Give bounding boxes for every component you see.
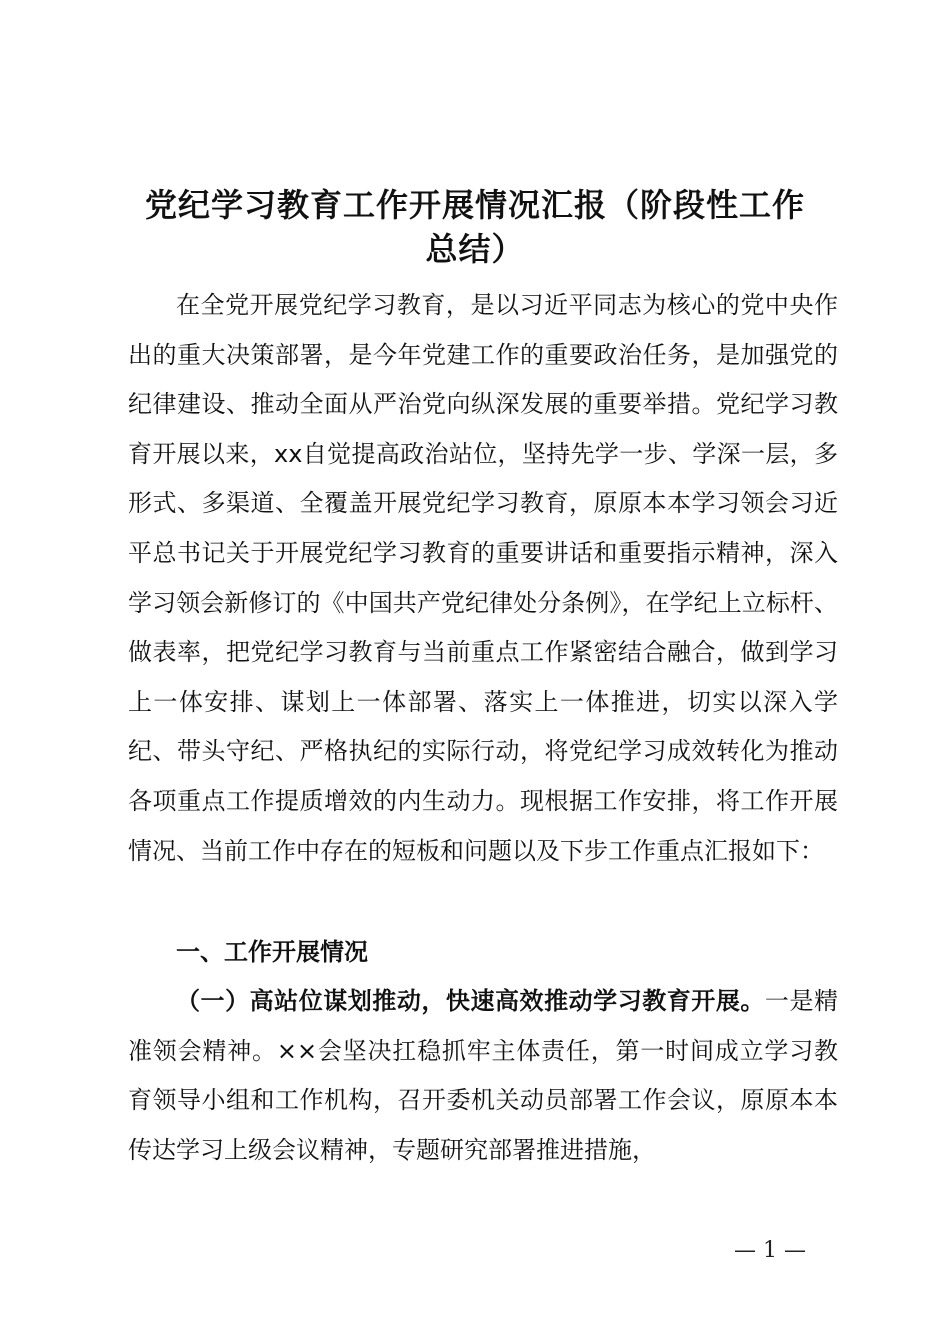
subsection-text: 一是精准领会精神。××会坚决扛稳抓牢主体责任，第一时间成立学习教育领导小组和工作机构，召开委机关动员部署工作会议，原原本本传达学习上级会议精神，专题研究部署推进措施， xyxy=(128,987,838,1164)
page-number: — 1 — xyxy=(734,1238,806,1263)
title-line-1: 党纪学习教育工作开展情况汇报（阶段性工作 xyxy=(144,186,805,224)
section-heading-work-progress: 一、工作开展情况 xyxy=(176,938,368,966)
subsection-paragraph xyxy=(128,977,838,1175)
intro-paragraph: 在全党开展党纪学习教育，是以习近平同志为核心的党中央作出的重大决策部署，是今年党建工作的重要政治任务，是加强党的纪律建设、推动全面从严治党向纵深发展的重要举措。党纪学习教育开展以来，xx自觉提高政治站位，坚持先学一步、学深一层，多形式、多渠道、全覆盖开展党纪学习教育，原原本本学习领会习近平总书记关于开展党纪学习教育的重要讲话和重要指示精神，深入学习领会新修订的《中国共产党纪律处分条例》，在学纪上立标杆、做表率，把党纪学习教育与当前重点工作紧密结合融合，做到学习上一体安排、谋划上一体部署、落实上一体推进，切实以深入学纪、带头守纪、严格执纪的实际行动，将党纪学习成效转化为推动各项重点工作提质增效的内生动力。现根据工作安排，将工作开展情况、当前工作中存在的短板和问题以及下步工作重点汇报如下： xyxy=(128,291,838,865)
title-line-2: 总结） xyxy=(425,230,525,268)
subsection-heading: （一）高站位谋划推动，快速高效推动学习教育开展。 xyxy=(176,987,765,1015)
document-title xyxy=(110,183,840,271)
